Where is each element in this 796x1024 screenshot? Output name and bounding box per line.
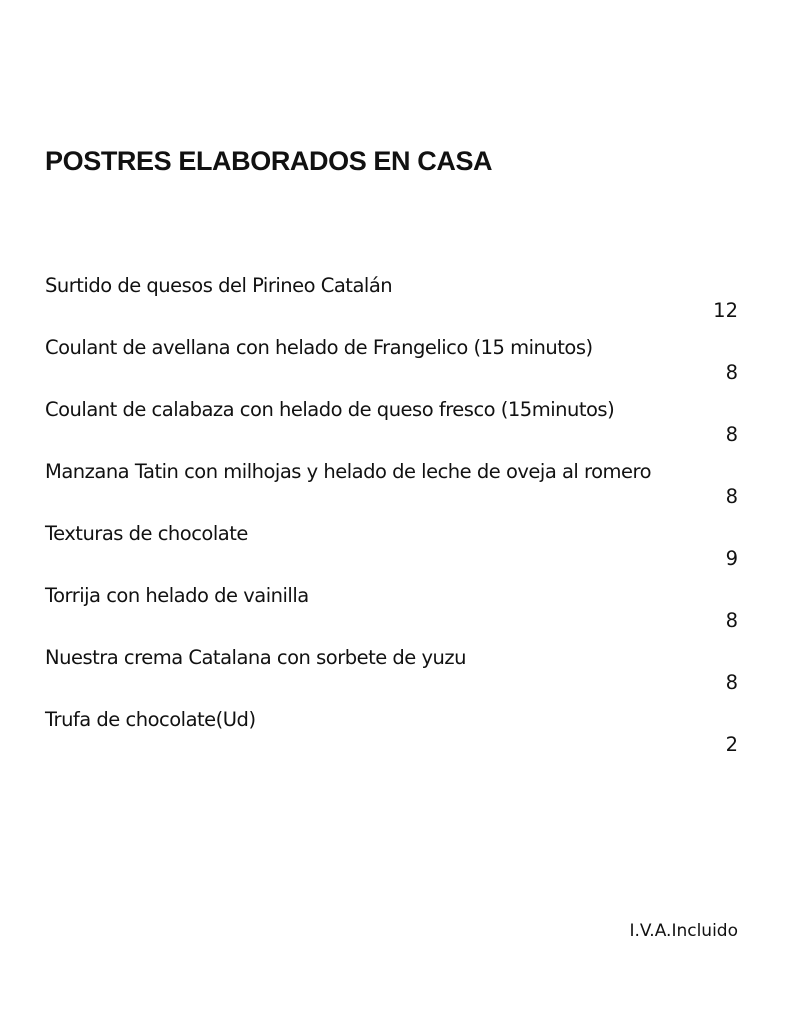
dessert-name: Manzana Tatin con milhojas y helado de leche de oveja al romero: [45, 460, 652, 483]
dessert-name: Texturas de chocolate: [45, 522, 248, 545]
list-item: [45, 335, 738, 397]
list-item: [45, 397, 738, 459]
dessert-price: 2: [725, 733, 738, 756]
dessert-list: [45, 273, 738, 769]
list-item: [45, 521, 738, 583]
list-item: [45, 583, 738, 645]
tax-note: I.V.A.Incluido: [629, 921, 738, 941]
list-item: [45, 459, 738, 521]
dessert-price: 8: [725, 361, 738, 384]
dessert-price: 8: [725, 671, 738, 694]
dessert-price: 8: [725, 609, 738, 632]
dessert-price: 8: [725, 423, 738, 446]
dessert-price: 12: [713, 299, 738, 322]
dessert-name: Surtido de quesos del Pirineo Catalán: [45, 274, 393, 297]
page-title: POSTRES ELABORADOS EN CASA: [45, 146, 493, 177]
list-item: [45, 707, 738, 769]
list-item: [45, 273, 738, 335]
dessert-name: Coulant de calabaza con helado de queso fresco (15minutos): [45, 398, 615, 421]
dessert-name: Trufa de chocolate(Ud): [45, 708, 256, 731]
dessert-price: 9: [725, 547, 738, 570]
dessert-name: Coulant de avellana con helado de Frangelico (15 minutos): [45, 336, 593, 359]
dessert-name: Torrija con helado de vainilla: [45, 584, 309, 607]
dessert-name: Nuestra crema Catalana con sorbete de yuzu: [45, 646, 466, 669]
list-item: [45, 645, 738, 707]
dessert-price: 8: [725, 485, 738, 508]
